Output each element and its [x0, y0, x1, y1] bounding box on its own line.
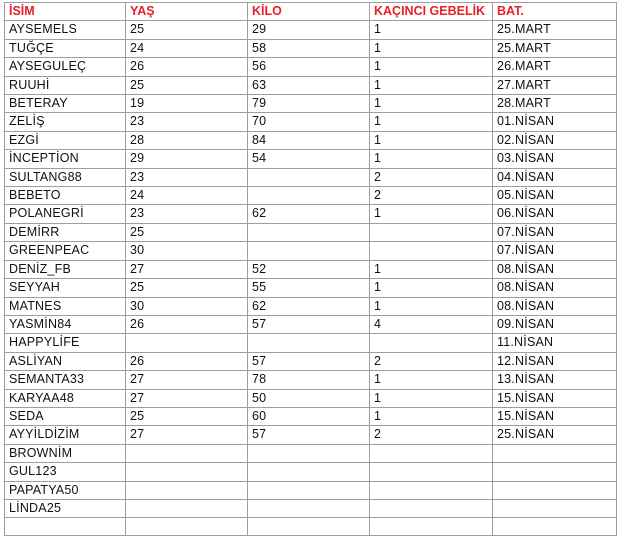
cell-weight[interactable] — [248, 334, 370, 352]
cell-weight[interactable] — [248, 223, 370, 241]
cell-date[interactable]: 01.NİSAN — [493, 113, 617, 131]
table-row — [5, 444, 617, 462]
header-cell-weight[interactable]: KİLO — [248, 3, 370, 21]
table-row — [5, 39, 617, 57]
cell-age[interactable] — [126, 499, 248, 517]
cell-age[interactable]: 26 — [126, 352, 248, 370]
cell-date[interactable]: 27.MART — [493, 76, 617, 94]
cell-weight[interactable]: 54 — [248, 150, 370, 168]
cell-age[interactable]: 25 — [126, 407, 248, 425]
table-row — [5, 481, 617, 499]
cell-weight[interactable]: 50 — [248, 389, 370, 407]
cell-age[interactable]: 29 — [126, 150, 248, 168]
cell-age[interactable]: 27 — [126, 371, 248, 389]
cell-name[interactable]: İNCEPTİON — [5, 150, 126, 168]
cell-pregnancy-count[interactable] — [370, 481, 493, 499]
table-row — [5, 334, 617, 352]
cell-name[interactable]: SULTANG88 — [5, 168, 126, 186]
cell-age[interactable]: 27 — [126, 260, 248, 278]
cell-age[interactable]: 23 — [126, 205, 248, 223]
header-row — [5, 3, 617, 21]
cell-pregnancy-count[interactable] — [370, 518, 493, 535]
cell-date[interactable]: 25.MART — [493, 21, 617, 39]
cell-date[interactable]: 08.NİSAN — [493, 279, 617, 297]
cell-date[interactable]: 05.NİSAN — [493, 187, 617, 205]
cell-pregnancy-count[interactable] — [370, 223, 493, 241]
cell-weight[interactable] — [248, 518, 370, 535]
cell-pregnancy-count[interactable] — [370, 334, 493, 352]
table-row — [5, 389, 617, 407]
cell-weight[interactable]: 62 — [248, 205, 370, 223]
cell-weight[interactable] — [248, 242, 370, 260]
cell-pregnancy-count[interactable]: 1 — [370, 279, 493, 297]
cell-age[interactable]: 25 — [126, 279, 248, 297]
header-cell-pregnancy-count[interactable]: KAÇINCI GEBELİK — [370, 3, 493, 21]
cell-name[interactable]: POLANEGRİ — [5, 205, 126, 223]
table-row — [5, 407, 617, 425]
cell-age[interactable]: 27 — [126, 389, 248, 407]
table-row — [5, 223, 617, 241]
cell-date[interactable]: 15.NİSAN — [493, 407, 617, 425]
cell-pregnancy-count[interactable]: 2 — [370, 168, 493, 186]
cell-age[interactable]: 25 — [126, 76, 248, 94]
cell-name[interactable] — [5, 518, 126, 535]
cell-weight[interactable]: 57 — [248, 352, 370, 370]
table-row — [5, 168, 617, 186]
table-row — [5, 95, 617, 113]
cell-weight[interactable]: 57 — [248, 315, 370, 333]
cell-age[interactable]: 24 — [126, 187, 248, 205]
cell-name[interactable]: TUĞÇE — [5, 39, 126, 57]
cell-pregnancy-count[interactable]: 1 — [370, 260, 493, 278]
cell-date[interactable]: 02.NİSAN — [493, 131, 617, 149]
cell-age[interactable] — [126, 463, 248, 481]
cell-date[interactable] — [493, 481, 617, 499]
cell-date[interactable] — [493, 444, 617, 462]
cell-age[interactable]: 25 — [126, 21, 248, 39]
cell-weight[interactable]: 52 — [248, 260, 370, 278]
cell-age[interactable]: 24 — [126, 39, 248, 57]
cell-pregnancy-count[interactable]: 1 — [370, 58, 493, 76]
cell-pregnancy-count[interactable]: 2 — [370, 426, 493, 444]
cell-name[interactable]: KARYAA48 — [5, 389, 126, 407]
cell-name[interactable]: RUUHİ — [5, 76, 126, 94]
cell-date[interactable]: 06.NİSAN — [493, 205, 617, 223]
cell-date[interactable] — [493, 518, 617, 535]
cell-name[interactable]: DEMİRR — [5, 223, 126, 241]
header-cell-date[interactable]: BAT. — [493, 3, 617, 21]
cell-age[interactable]: 23 — [126, 113, 248, 131]
cell-weight[interactable] — [248, 499, 370, 517]
cell-name[interactable]: HAPPYLİFE — [5, 334, 126, 352]
table-row — [5, 463, 617, 481]
cell-weight[interactable] — [248, 168, 370, 186]
cell-name[interactable]: SEMANTA33 — [5, 371, 126, 389]
cell-age[interactable]: 25 — [126, 223, 248, 241]
cell-name[interactable]: SEYYAH — [5, 279, 126, 297]
cell-name[interactable]: BEBETO — [5, 187, 126, 205]
cell-pregnancy-count[interactable]: 1 — [370, 21, 493, 39]
table-row — [5, 242, 617, 260]
table-row — [5, 352, 617, 370]
cell-age[interactable]: 23 — [126, 168, 248, 186]
cell-pregnancy-count[interactable]: 1 — [370, 371, 493, 389]
cell-date[interactable]: 13.NİSAN — [493, 371, 617, 389]
cell-pregnancy-count[interactable]: 2 — [370, 352, 493, 370]
cell-age[interactable] — [126, 334, 248, 352]
table-row — [5, 76, 617, 94]
cell-weight[interactable]: 60 — [248, 407, 370, 425]
cell-pregnancy-count[interactable]: 1 — [370, 297, 493, 315]
table-row — [5, 426, 617, 444]
cell-date[interactable]: 09.NİSAN — [493, 315, 617, 333]
cell-pregnancy-count[interactable]: 1 — [370, 95, 493, 113]
cell-weight[interactable]: 56 — [248, 58, 370, 76]
header-cell-name[interactable]: İSİM — [5, 3, 126, 21]
table-row — [5, 371, 617, 389]
table-row — [5, 131, 617, 149]
table-row — [5, 58, 617, 76]
cell-weight[interactable]: 79 — [248, 95, 370, 113]
cell-pregnancy-count[interactable] — [370, 444, 493, 462]
cell-pregnancy-count[interactable]: 1 — [370, 150, 493, 168]
cell-name[interactable]: SEDA — [5, 407, 126, 425]
cell-age[interactable] — [126, 444, 248, 462]
cell-name[interactable]: DENİZ_FB — [5, 260, 126, 278]
cell-age[interactable]: 27 — [126, 426, 248, 444]
cell-name[interactable]: PAPATYA50 — [5, 481, 126, 499]
table-row — [5, 279, 617, 297]
cell-date[interactable]: 26.MART — [493, 58, 617, 76]
cell-age[interactable]: 30 — [126, 297, 248, 315]
cell-name[interactable]: GREENPEAC — [5, 242, 126, 260]
cell-date[interactable]: 07.NİSAN — [493, 223, 617, 241]
spreadsheet — [4, 2, 617, 536]
cell-date[interactable]: 28.MART — [493, 95, 617, 113]
cell-pregnancy-count[interactable] — [370, 463, 493, 481]
cell-weight[interactable]: 62 — [248, 297, 370, 315]
table-row — [5, 499, 617, 517]
cell-pregnancy-count[interactable]: 1 — [370, 407, 493, 425]
table-row — [5, 315, 617, 333]
cell-date[interactable] — [493, 499, 617, 517]
cell-age[interactable]: 26 — [126, 58, 248, 76]
table-row — [5, 113, 617, 131]
cell-pregnancy-count[interactable] — [370, 499, 493, 517]
table-row — [5, 21, 617, 39]
cell-name[interactable]: MATNES — [5, 297, 126, 315]
cell-pregnancy-count[interactable]: 1 — [370, 113, 493, 131]
cell-age[interactable]: 28 — [126, 131, 248, 149]
cell-date[interactable]: 12.NİSAN — [493, 352, 617, 370]
cell-weight[interactable]: 55 — [248, 279, 370, 297]
cell-date[interactable]: 15.NİSAN — [493, 389, 617, 407]
cell-name[interactable]: YASMİN84 — [5, 315, 126, 333]
cell-age[interactable]: 30 — [126, 242, 248, 260]
cell-date[interactable]: 04.NİSAN — [493, 168, 617, 186]
table-row — [5, 187, 617, 205]
pregnancy-table — [4, 2, 617, 536]
cell-weight[interactable] — [248, 187, 370, 205]
cell-name[interactable]: ASLİYAN — [5, 352, 126, 370]
cell-pregnancy-count[interactable]: 1 — [370, 131, 493, 149]
cell-name[interactable]: AYYİLDİZİM — [5, 426, 126, 444]
cell-name[interactable]: GUL123 — [5, 463, 126, 481]
cell-name[interactable]: LİNDA25 — [5, 499, 126, 517]
cell-weight[interactable]: 70 — [248, 113, 370, 131]
cell-weight[interactable]: 63 — [248, 76, 370, 94]
table-row — [5, 260, 617, 278]
cell-date[interactable] — [493, 463, 617, 481]
cell-weight[interactable]: 29 — [248, 21, 370, 39]
cell-name[interactable]: EZGİ — [5, 131, 126, 149]
cell-age[interactable]: 19 — [126, 95, 248, 113]
table-row — [5, 518, 617, 535]
cell-weight[interactable]: 84 — [248, 131, 370, 149]
cell-weight[interactable] — [248, 463, 370, 481]
cell-age[interactable] — [126, 518, 248, 535]
table-row — [5, 150, 617, 168]
cell-date[interactable]: 25.NİSAN — [493, 426, 617, 444]
cell-pregnancy-count[interactable]: 1 — [370, 389, 493, 407]
cell-name[interactable]: AYSEMELS — [5, 21, 126, 39]
table-row — [5, 205, 617, 223]
cell-date[interactable]: 07.NİSAN — [493, 242, 617, 260]
cell-weight[interactable]: 58 — [248, 39, 370, 57]
cell-age[interactable] — [126, 481, 248, 499]
cell-weight[interactable] — [248, 481, 370, 499]
cell-pregnancy-count[interactable]: 1 — [370, 205, 493, 223]
cell-pregnancy-count[interactable]: 1 — [370, 76, 493, 94]
cell-date[interactable]: 08.NİSAN — [493, 260, 617, 278]
cell-name[interactable]: BROWNİM — [5, 444, 126, 462]
cell-pregnancy-count[interactable]: 1 — [370, 39, 493, 57]
cell-date[interactable]: 03.NİSAN — [493, 150, 617, 168]
cell-pregnancy-count[interactable] — [370, 242, 493, 260]
cell-name[interactable]: ZELİŞ — [5, 113, 126, 131]
cell-pregnancy-count[interactable]: 2 — [370, 187, 493, 205]
cell-date[interactable]: 11.NİSAN — [493, 334, 617, 352]
cell-date[interactable]: 08.NİSAN — [493, 297, 617, 315]
cell-weight[interactable] — [248, 444, 370, 462]
cell-weight[interactable]: 78 — [248, 371, 370, 389]
table-row — [5, 297, 617, 315]
header-cell-age[interactable]: YAŞ — [126, 3, 248, 21]
cell-age[interactable]: 26 — [126, 315, 248, 333]
cell-pregnancy-count[interactable]: 4 — [370, 315, 493, 333]
cell-weight[interactable]: 57 — [248, 426, 370, 444]
cell-name[interactable]: AYSEGULEÇ — [5, 58, 126, 76]
table-body — [5, 21, 617, 535]
cell-name[interactable]: BETERAY — [5, 95, 126, 113]
cell-date[interactable]: 25.MART — [493, 39, 617, 57]
